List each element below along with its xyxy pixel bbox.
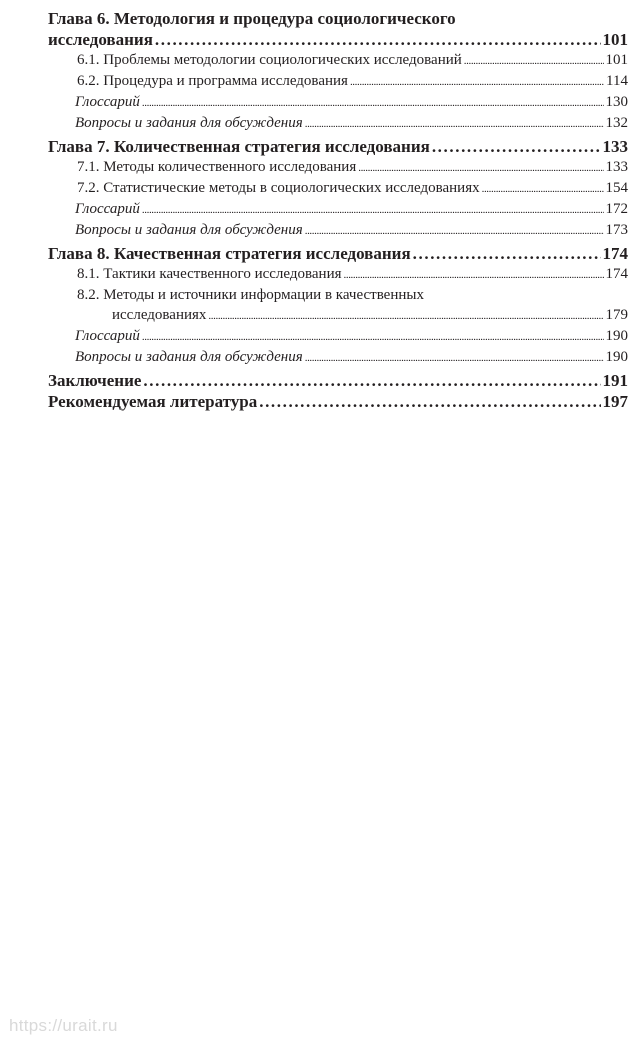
dot-leader [432,136,601,157]
section-6-2-label: 6.2. Процедура и программа исследования [77,73,348,89]
section-7-2-page: 154 [605,180,628,196]
dot-leader [208,305,603,326]
section-7-1-entry[interactable] [48,157,628,178]
chapter-6-entry[interactable] [48,29,628,50]
chapter-7-questions-label: Вопросы и задания для обсуждения [75,222,303,238]
dot-leader [305,113,604,134]
chapter-7-glossary-page: 172 [605,201,628,217]
chapter-7-entry[interactable] [48,136,628,157]
table-of-contents [48,8,628,412]
chapter-6-page: 101 [602,30,628,49]
section-6-1-page: 101 [605,52,628,68]
conclusion-page: 191 [602,371,628,390]
section-8-1-entry[interactable] [48,264,628,285]
section-6-1-entry[interactable] [48,50,628,71]
chapter-6-title-line2: исследования [48,30,153,49]
chapter-8-glossary-label: Глоссарий [75,328,140,344]
literature-page: 197 [602,392,628,411]
chapter-6-glossary-page: 130 [605,94,628,110]
chapter-8-glossary-page: 190 [605,328,628,344]
dot-leader [305,220,604,241]
dot-leader [142,199,604,220]
chapter-8-entry[interactable] [48,243,628,264]
chapter-8-questions-page: 190 [605,349,628,365]
chapter-6-glossary-entry[interactable] [48,92,628,113]
chapter-7-glossary-entry[interactable] [48,199,628,220]
section-6-2-page: 114 [606,73,628,89]
dot-leader [305,347,604,368]
dot-leader [350,71,604,92]
chapter-8-questions-entry[interactable] [48,347,628,368]
chapter-7-glossary-label: Глоссарий [75,201,140,217]
literature-label: Рекомендуемая литература [48,392,258,411]
chapter-8-glossary-entry[interactable] [48,326,628,347]
chapter-7-title: Глава 7. Количественная стратегия исследования [48,137,430,156]
chapter-7-questions-page: 173 [605,222,628,238]
section-8-2-entry[interactable] [48,305,628,326]
dot-leader [464,50,604,71]
dot-leader [155,29,601,50]
section-8-1-label: 8.1. Тактики качественного исследования [77,266,342,282]
chapter-8-page: 174 [602,244,628,263]
conclusion-entry[interactable] [48,370,628,391]
section-6-1-label: 6.1. Проблемы методологии социологических исследований [77,52,462,68]
chapter-8-questions-label: Вопросы и задания для обсуждения [75,349,303,365]
chapter-6-questions-entry[interactable] [48,113,628,134]
chapter-6-questions-label: Вопросы и задания для обсуждения [75,115,303,131]
chapter-6-questions-page: 132 [605,115,628,131]
section-6-2-entry[interactable] [48,71,628,92]
dot-leader [142,326,604,347]
dot-leader [482,178,604,199]
chapter-6-title-line1: Глава 6. Методология и процедура социологического [48,9,456,28]
dot-leader [259,391,600,412]
section-7-1-label: 7.1. Методы количественного исследования [77,159,357,175]
footer-url-watermark: https://urait.ru [9,1016,118,1035]
literature-entry[interactable] [48,391,628,412]
section-7-2-entry[interactable] [48,178,628,199]
section-8-2-label-line1[interactable]: 8.2. Методы и источники информации в качественных [77,287,424,303]
chapter-8-title: Глава 8. Качественная стратегия исследования [48,244,411,263]
section-7-2-label: 7.2. Статистические методы в социологических исследованиях [77,180,480,196]
dot-leader [413,243,601,264]
dot-leader [358,157,603,178]
section-8-2-page: 179 [605,307,628,323]
section-7-1-page: 133 [605,159,628,175]
section-8-1-page: 174 [605,266,628,282]
dot-leader [142,92,604,113]
dot-leader [344,264,604,285]
dot-leader [143,370,600,391]
chapter-7-page: 133 [602,137,628,156]
chapter-6-glossary-label: Глоссарий [75,94,140,110]
chapter-7-questions-entry[interactable] [48,220,628,241]
section-8-2-label-line2: исследованиях [112,307,207,323]
conclusion-label: Заключение [48,371,142,390]
